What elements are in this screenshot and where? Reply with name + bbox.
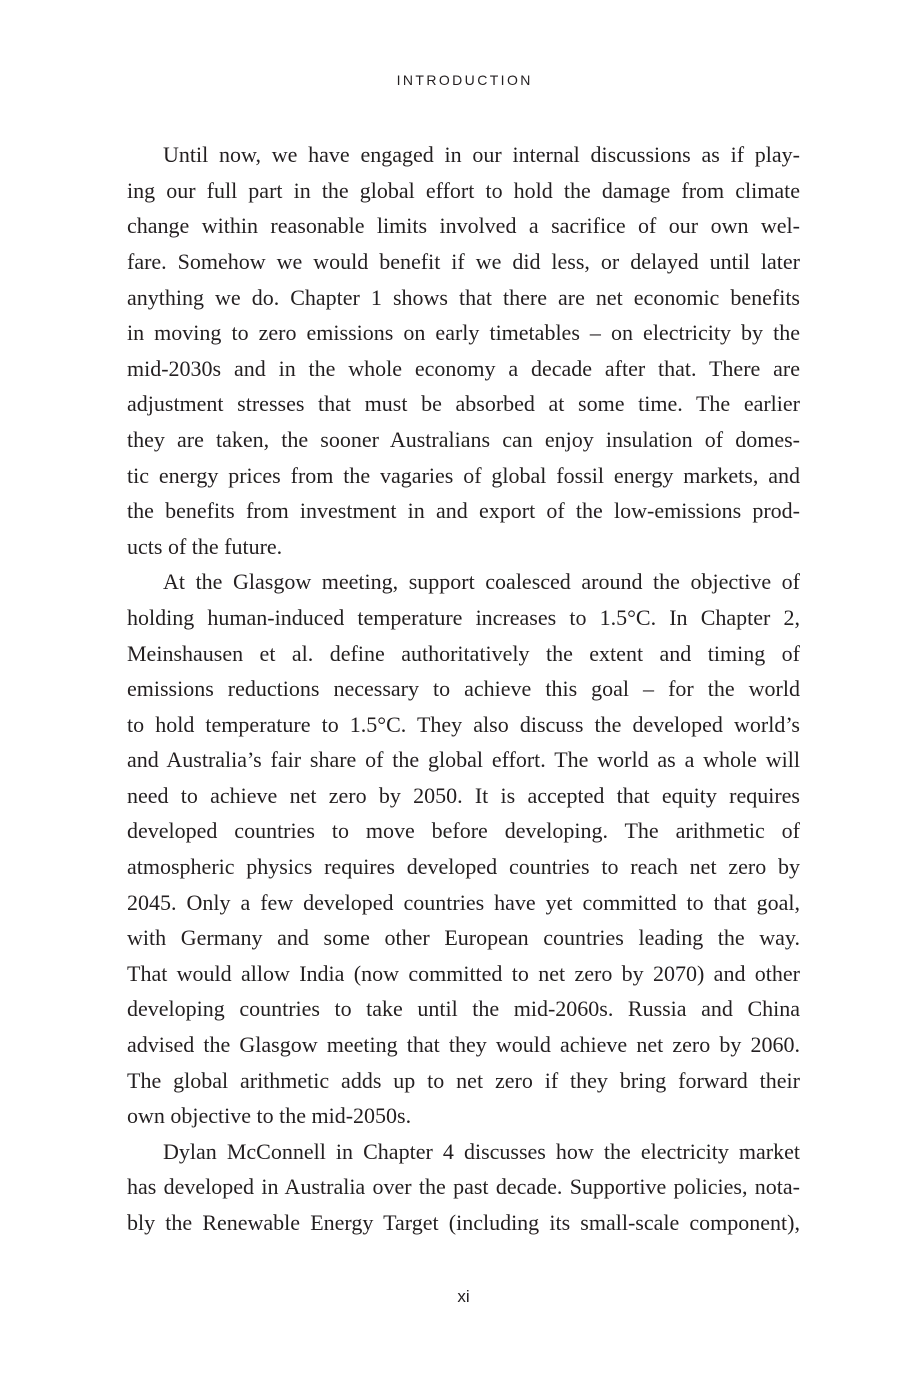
text-line: anything we do. Chapter 1 shows that there are net economic benefits: [127, 284, 800, 310]
text-line: At the Glasgow meeting, support coalesced around the objective of: [163, 569, 800, 595]
body-text: [127, 137, 800, 1240]
text-line: and Australia’s fair share of the global effort. The world as a whole will: [127, 747, 800, 773]
text-line: change within reasonable limits involved a sacrifice of our own wel-: [127, 213, 800, 239]
text-line: developed countries to move before developing. The arithmetic of: [127, 818, 800, 844]
page-number: xi: [457, 1287, 470, 1306]
text-line: adjustment stresses that must be absorbed at some time. The earlier: [127, 391, 800, 417]
text-line: Until now, we have engaged in our internal discussions as if play-: [163, 142, 800, 168]
text-line: tic energy prices from the vagaries of global fossil energy markets, and: [127, 462, 800, 488]
text-line: 2045. Only a few developed countries have yet committed to that goal,: [127, 889, 800, 915]
text-line: with Germany and some other European countries leading the way.: [127, 925, 800, 951]
paragraph-1: [127, 137, 800, 564]
text-line: need to achieve net zero by 2050. It is accepted that equity requires: [127, 782, 800, 808]
text-line: developing countries to take until the mid-2060s. Russia and China: [127, 996, 800, 1022]
text-line: The global arithmetic adds up to net zero if they bring forward their: [127, 1067, 800, 1093]
text-line: bly the Renewable Energy Target (including its small-scale component),: [127, 1210, 800, 1235]
text-line: ing our full part in the global effort to hold the damage from climate: [127, 177, 800, 203]
text-line: has developed in Australia over the past decade. Supportive policies, nota-: [127, 1174, 800, 1200]
paragraph-3: [127, 1134, 800, 1241]
text-line: fare. Somehow we would benefit if we did less, or delayed until later: [127, 248, 800, 274]
text-line: atmospheric physics requires developed countries to reach net zero by: [127, 854, 800, 880]
text-line: ucts of the future.: [127, 533, 283, 559]
text-line: Dylan McConnell in Chapter 4 discusses how the electricity market: [163, 1138, 800, 1164]
text-line: That would allow India (now committed to net zero by 2070) and other: [127, 960, 800, 986]
text-line: advised the Glasgow meeting that they would achieve net zero by 2060.: [127, 1032, 800, 1058]
text-line: mid-2030s and in the whole economy a decade after that. There are: [127, 355, 800, 381]
running-head: INTRODUCTION: [396, 72, 533, 88]
text-line: in moving to zero emissions on early timetables – on electricity by the: [127, 320, 800, 346]
text-line: to hold temperature to 1.5°C. They also discuss the developed world’s: [127, 711, 800, 737]
text-line: the benefits from investment in and export of the low-emissions prod-: [127, 498, 800, 524]
text-line: holding human-induced temperature increases to 1.5°C. In Chapter 2,: [127, 604, 800, 630]
text-line: own objective to the mid-2050s.: [127, 1103, 412, 1129]
text-line: Meinshausen et al. define authoritatively the extent and timing of: [127, 640, 800, 666]
paragraph-2: [127, 564, 800, 1134]
text-line: emissions reductions necessary to achieve this goal – for the world: [127, 676, 800, 702]
text-line: they are taken, the sooner Australians can enjoy insulation of domes-: [127, 426, 800, 452]
